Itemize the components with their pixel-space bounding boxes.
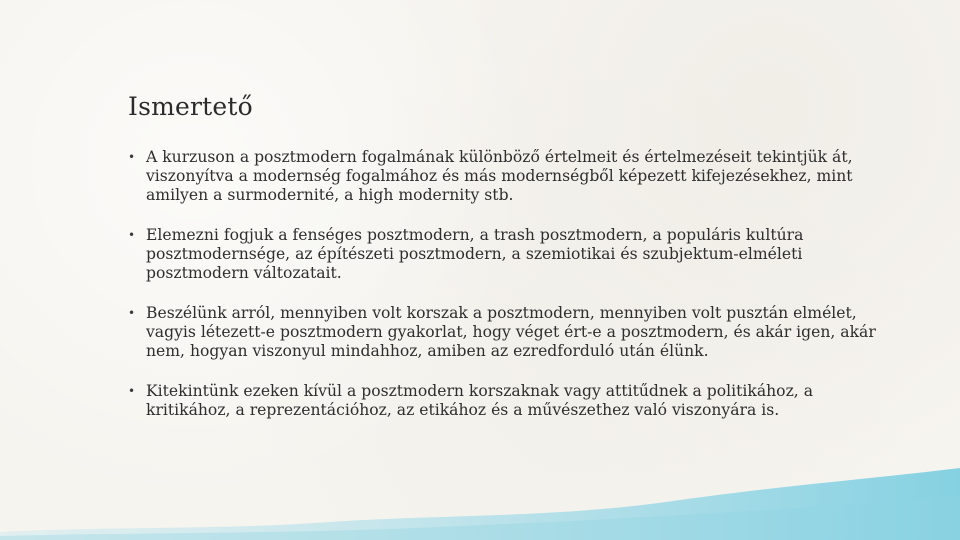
bullet-item (128, 148, 888, 205)
bullet-text: Elemezni fogjuk a fenséges posztmodern, a trash posztmodern, a populáris kultúra posztmodernsége, az építészeti posztmodern, a szemiotikai és szubjektum-elméleti posztmodern változatait. (146, 226, 804, 282)
bullet-icon: • (128, 306, 136, 320)
bullet-list (128, 148, 888, 441)
bullet-item (128, 304, 888, 361)
bullet-item (128, 382, 888, 420)
bullet-text: A kurzuson a posztmodern fogalmának különböző értelmeit és értelmezéseit tekintjük át, viszonyítva a modernség fogalmához és más modernségből képezett kifejezésekhez, mint amilyen a surmodernité, a high modernity stb. (146, 148, 853, 204)
slide-title: Ismertető (128, 92, 253, 121)
bullet-icon: • (128, 384, 136, 398)
bullet-text: Beszélünk arról, mennyiben volt korszak a posztmodern, mennyiben volt pusztán elmélet, vagyis létezett-e posztmodern gyakorlat, hogy véget ért-e a posztmodern, és akár igen, akár nem, hogyan viszonyul mindahhoz, amiben az ezredforduló után élünk. (146, 304, 876, 360)
bullet-item (128, 226, 888, 283)
watercolor-wash (0, 460, 960, 540)
bullet-text: Kitekintünk ezeken kívül a posztmodern korszaknak vagy attitűdnek a politikához, a kritikához, a reprezentációhoz, az etikához és a művészethez való viszonyára is. (146, 382, 813, 419)
bullet-icon: • (128, 150, 136, 164)
bullet-icon: • (128, 228, 136, 242)
